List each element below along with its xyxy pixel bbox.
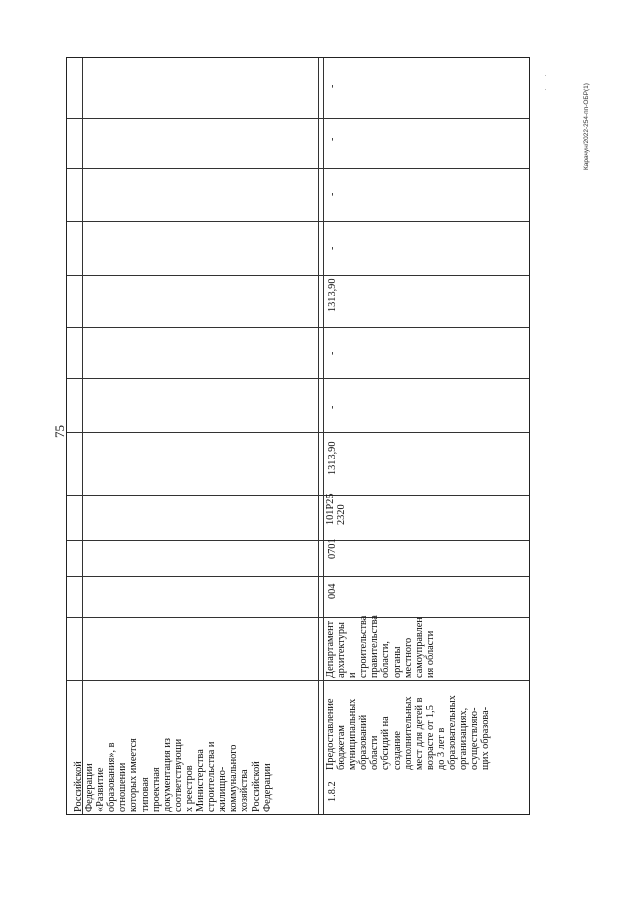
col-divider — [67, 378, 529, 379]
col-divider — [67, 495, 529, 496]
col-divider — [67, 617, 529, 618]
col-divider — [67, 576, 529, 577]
document-reference-note: Карачун/2022-254-пп-ОБР(1) — [583, 83, 590, 170]
year-2023-dash: - — [327, 351, 338, 355]
row-divider-1 — [318, 58, 319, 814]
scan-artifact — [545, 75, 546, 76]
rzpr-code: 0701 — [327, 538, 338, 559]
year-2025-value: - — [327, 246, 338, 250]
col-divider — [67, 221, 529, 222]
year-2026-value: - — [327, 192, 338, 196]
col-divider — [67, 680, 529, 681]
row-divider-2 — [323, 58, 324, 814]
item-number: 1.8.2 — [327, 781, 338, 802]
item-name: Предоставление бюджетам муниципальных образований области субсидий на создание дополнительных мест для детей в возрасте от 1,5 до 3 лет в образовательных организациях, осуществляю- щих образова- — [325, 695, 492, 770]
year-2027-value: - — [327, 137, 338, 141]
grbs-code: 004 — [327, 583, 338, 599]
col-divider — [67, 275, 529, 276]
col-divider — [67, 118, 529, 119]
row-divider-left — [82, 58, 83, 814]
col-divider — [67, 432, 529, 433]
year-2023-value: 1313,90 — [327, 278, 338, 312]
scan-artifact — [545, 89, 546, 90]
col-divider — [67, 327, 529, 328]
csr-code: 101P25 2320 — [325, 493, 348, 525]
year-2022-value: - — [327, 405, 338, 409]
page-number: 75 — [52, 425, 67, 438]
col-divider — [67, 168, 529, 169]
executor: Департамент архитектуры и строительства правительства области, органы местного самоуправлен ия области — [325, 615, 436, 678]
year-2028-value: - — [327, 84, 338, 88]
total-value: 1313,90 — [327, 441, 338, 475]
col-divider — [67, 540, 529, 541]
previous-row-name: Российской Федерации «Развитие образования», в отношении которых имеется типовая проектная документация из соответствующи х реестров Министерства строительства и жилищно- коммунального хозяйства Российской Федерации — [73, 738, 273, 812]
